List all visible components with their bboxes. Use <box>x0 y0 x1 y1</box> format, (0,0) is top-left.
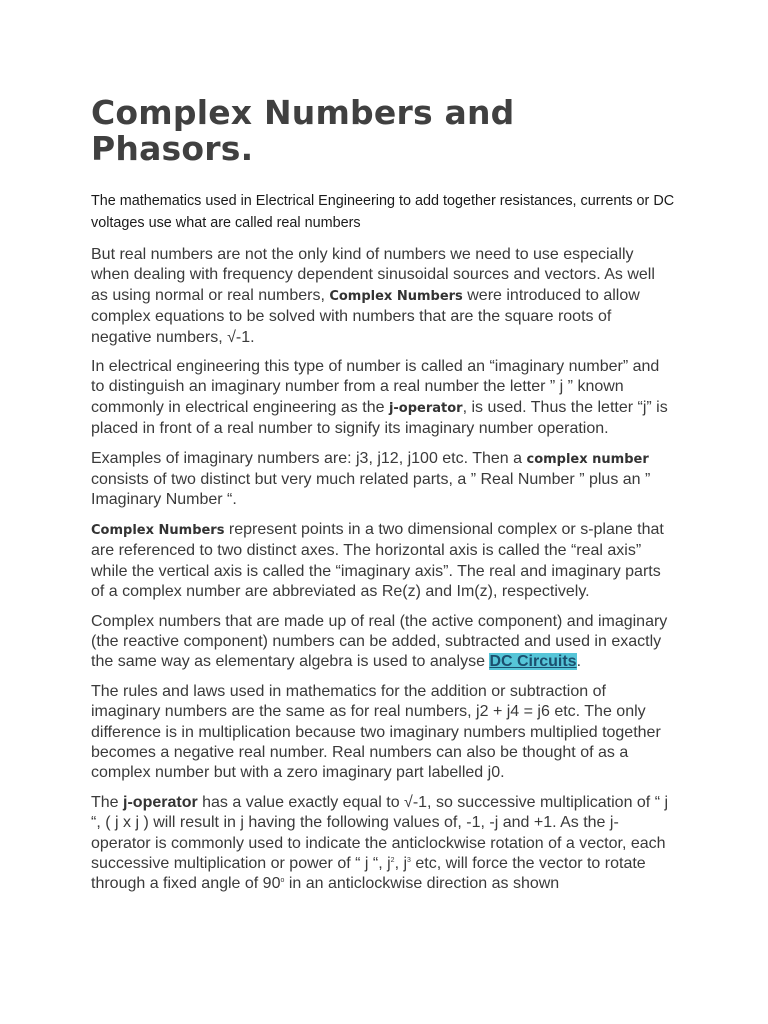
term-complex-number: complex number <box>526 451 649 467</box>
text: represent points in a two dimensional complex or s-plane that are referenced to two distinct axes. The horizontal axis is called the “real axis” while the vertical axis is called the “imaginary axis”. The real and imaginary parts of a complex number are abbreviated as Re(z) and Im(z), respectively. <box>91 520 664 601</box>
text: But real numbers are not the only kind of numbers we need to use especially when dealing with frequency dependent sinusoidal sources and vectors. As well as using normal or real numbers, <box>91 246 655 304</box>
degree-symbol: o <box>280 877 285 885</box>
term-j-operator: j-operator <box>123 793 198 811</box>
text: were introduced to allow complex equations to be solved with numbers that are the square roots of negative numbers, √-1. <box>91 286 640 346</box>
text: The <box>91 793 124 811</box>
dc-circuits-link[interactable]: DC Circuits <box>489 653 577 671</box>
intro-paragraph: The mathematics used in Electrical Engineering to add together resistances, currents or DC voltages use what are called real numbers <box>91 193 675 231</box>
paragraph-examples <box>91 449 676 511</box>
text: in an anticlockwise direction as shown <box>284 875 560 893</box>
text: has a value exactly equal to √-1, so successive multiplication of “ j “, ( j x j ) will result in j having the following values of, -1, -j and +1. As the j-operator is commonly used to indicate the anticlockwise rotation of a vector, each successive multiplication or power of “ j “, j <box>91 793 669 872</box>
text: In electrical engineering this type of number is called an “imaginary number” and to distinguish an imaginary number from a real number the letter ” j ” known commonly in electrical engineering as the <box>91 358 660 416</box>
text: etc, will force the vector to rotate through a fixed angle of 90 <box>91 854 646 893</box>
text: . <box>576 653 582 671</box>
text: , j <box>394 854 408 872</box>
paragraph-real-numbers <box>91 245 676 348</box>
superscript: 2 <box>390 856 395 864</box>
term-complex-numbers: Complex Numbers <box>91 522 225 538</box>
text: Examples of imaginary numbers are: j3, j12, j100 etc. Then a <box>91 449 527 467</box>
paragraph-algebra <box>91 612 676 673</box>
text: consists of two distinct but very much related parts, a ” Real Number ” plus an ” Imaginary Number “. <box>91 471 651 509</box>
page-title: Complex Numbers and Phasors. <box>91 93 515 168</box>
text: Complex numbers that are made up of real (the active component) and imaginary (the reactive component) numbers can be added, subtracted and used in exactly the same way as elementary algebra is used to analyse <box>91 612 668 671</box>
term-j-operator: j-operator <box>388 400 463 416</box>
paragraph-j-operator <box>91 793 676 895</box>
superscript: 3 <box>407 856 411 864</box>
document-content <box>91 95 676 904</box>
paragraph-rules: The rules and laws used in mathematics for the addition or subtraction of imaginary numbers are the same as for real numbers, j2 + j4 = j6 etc. The only difference is in multiplication because two imaginary numbers multiplied together becomes a negative real number. Real numbers can also be thought of as a complex number but with a zero imaginary part labelled j0. <box>91 682 661 782</box>
term-complex-numbers: Complex Numbers <box>329 288 463 304</box>
paragraph-imaginary-number <box>91 357 676 440</box>
text: , is used. Thus the letter “j” is placed in front of a real number to signify its imaginary number operation. <box>91 398 668 438</box>
paragraph-s-plane <box>91 520 676 603</box>
